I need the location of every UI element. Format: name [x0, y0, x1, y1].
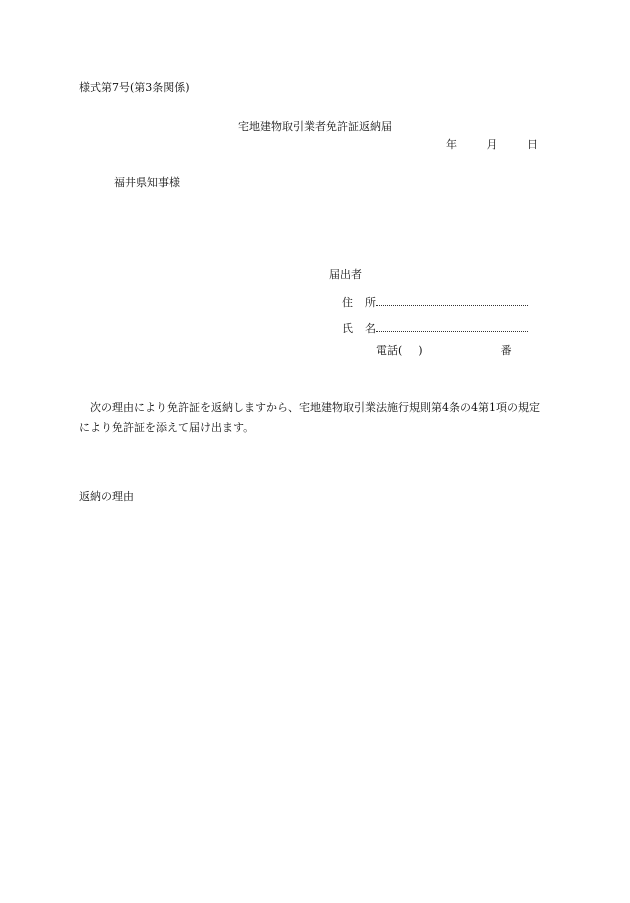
- phone-label: 電話(: [376, 344, 403, 357]
- date-day-label: 日: [527, 138, 538, 151]
- notifier-heading: 届出者: [329, 268, 362, 281]
- address-label-char-1: 住: [342, 296, 353, 309]
- name-label-char-2: 名: [365, 322, 376, 335]
- name-field-line[interactable]: [376, 319, 528, 332]
- reason-heading: 返納の理由: [79, 490, 134, 503]
- phone-close-paren: ): [418, 344, 423, 357]
- date-line: [446, 138, 538, 152]
- name-row: [342, 319, 528, 336]
- phone-suffix: 番: [500, 344, 512, 357]
- addressee: 福井県知事様: [114, 176, 180, 189]
- address-field-line[interactable]: [376, 293, 528, 306]
- date-year-label: 年: [446, 138, 457, 151]
- address-label-char-2: 所: [365, 296, 376, 309]
- name-label-char-1: 氏: [342, 322, 353, 335]
- form-number: 様式第7号(第3条関係): [79, 81, 190, 94]
- date-month-label: 月: [486, 138, 498, 151]
- phone-row: [376, 344, 512, 358]
- document-title: 宅地建物取引業者免許証返納届: [238, 120, 392, 133]
- name-label: [342, 322, 376, 336]
- body-text: 次の理由により免許証を返納しますから、宅地建物取引業法施行規則第4条の4第1項の規定により免許証を添えて届け出ます。: [79, 401, 540, 434]
- address-label: [342, 296, 376, 310]
- address-row: [342, 293, 528, 310]
